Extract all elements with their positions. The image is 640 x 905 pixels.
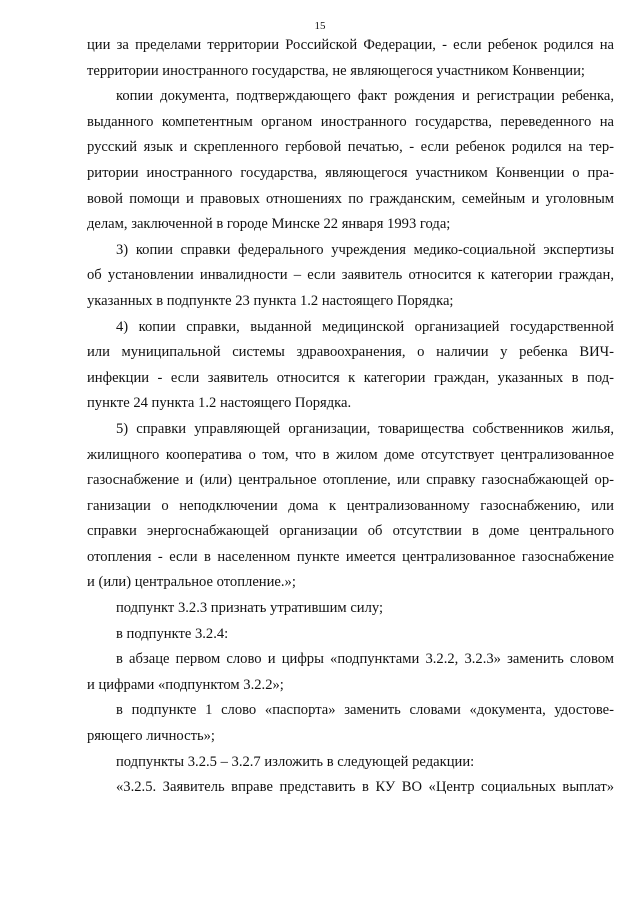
text-line: инфекции - если заявитель относится к категории граждан, указанных в под- xyxy=(87,369,614,386)
text-line: или муниципальной системы здравоохранения, о наличии у ребенка ВИЧ- xyxy=(87,344,614,361)
text-line: об установлении инвалидности – если заявитель относится к категории граждан, xyxy=(87,267,614,284)
text-line: «3.2.5. Заявитель вправе представить в КУ ВО «Центр социальных выплат» xyxy=(116,779,614,796)
text-line: 3) копии справки федерального учреждения медико-социальной экспертизы xyxy=(116,241,614,258)
text-line: в подпункте 3.2.4: xyxy=(116,625,229,642)
text-line: и (или) центральное отопление.»; xyxy=(87,574,296,591)
text-line: отопления - если в населенном пункте имеется централизованное газоснабжение xyxy=(87,548,614,565)
text-line: подпункты 3.2.5 – 3.2.7 изложить в следующей редакции: xyxy=(116,753,475,770)
text-line: 4) копии справки, выданной медицинской организацией государственной xyxy=(116,318,614,335)
text-line: копии документа, подтверждающего факт рождения и регистрации ребенка, xyxy=(116,88,614,105)
text-line: подпункт 3.2.3 признать утратившим силу; xyxy=(116,600,384,617)
text-line: ции за пределами территории Российской Федерации, - если ребенок родился на xyxy=(87,37,614,53)
text-line: ритории иностранного государства, являющегося участником Конвенции о пра- xyxy=(87,164,614,181)
text-line: делам, заключенной в городе Минске 22 января 1993 года; xyxy=(87,216,451,233)
text-line: пункте 24 пункта 1.2 настоящего Порядка. xyxy=(87,395,352,412)
text-line: вовой помощи и правовых отношениях по гражданским, семейным и уголовным xyxy=(87,190,614,207)
page-number: 15 xyxy=(314,20,326,32)
text-line: в абзаце первом слово и цифры «подпунктами 3.2.2, 3.2.3» заменить словом xyxy=(116,651,614,668)
text-line: и цифрами «подпунктом 3.2.2»; xyxy=(87,676,284,693)
text-line: в подпункте 1 слово «паспорта» заменить словами «документа, удостове- xyxy=(116,702,614,719)
text-line: указанных в подпункте 23 пункта 1.2 настоящего Порядка; xyxy=(87,292,454,309)
text-line: справки энергоснабжающей организации об отсутствии в доме центрального xyxy=(87,523,614,540)
text-line: жилищного кооператива о том, что в жилом доме отсутствует централизованное xyxy=(87,446,614,463)
text-line: территории иностранного государства, не являющегося участником Конвенции; xyxy=(87,62,585,79)
text-line: газоснабжение и (или) центральное отопление, или справку газоснабжающей ор- xyxy=(87,472,614,489)
text-line: ряющего личность»; xyxy=(87,728,215,745)
text-line: выданного компетентным органом иностранного государства, переведенного на xyxy=(87,113,614,130)
text-line: 5) справки управляющей организации, товарищества собственников жилья, xyxy=(116,420,614,437)
text-line: русский язык и скрепленного гербовой печатью, - если ребенок родился на тер- xyxy=(87,139,614,156)
text-line: ганизации о неподключении дома к централизованному газоснабжению, или xyxy=(87,497,614,514)
document-body xyxy=(87,33,614,801)
